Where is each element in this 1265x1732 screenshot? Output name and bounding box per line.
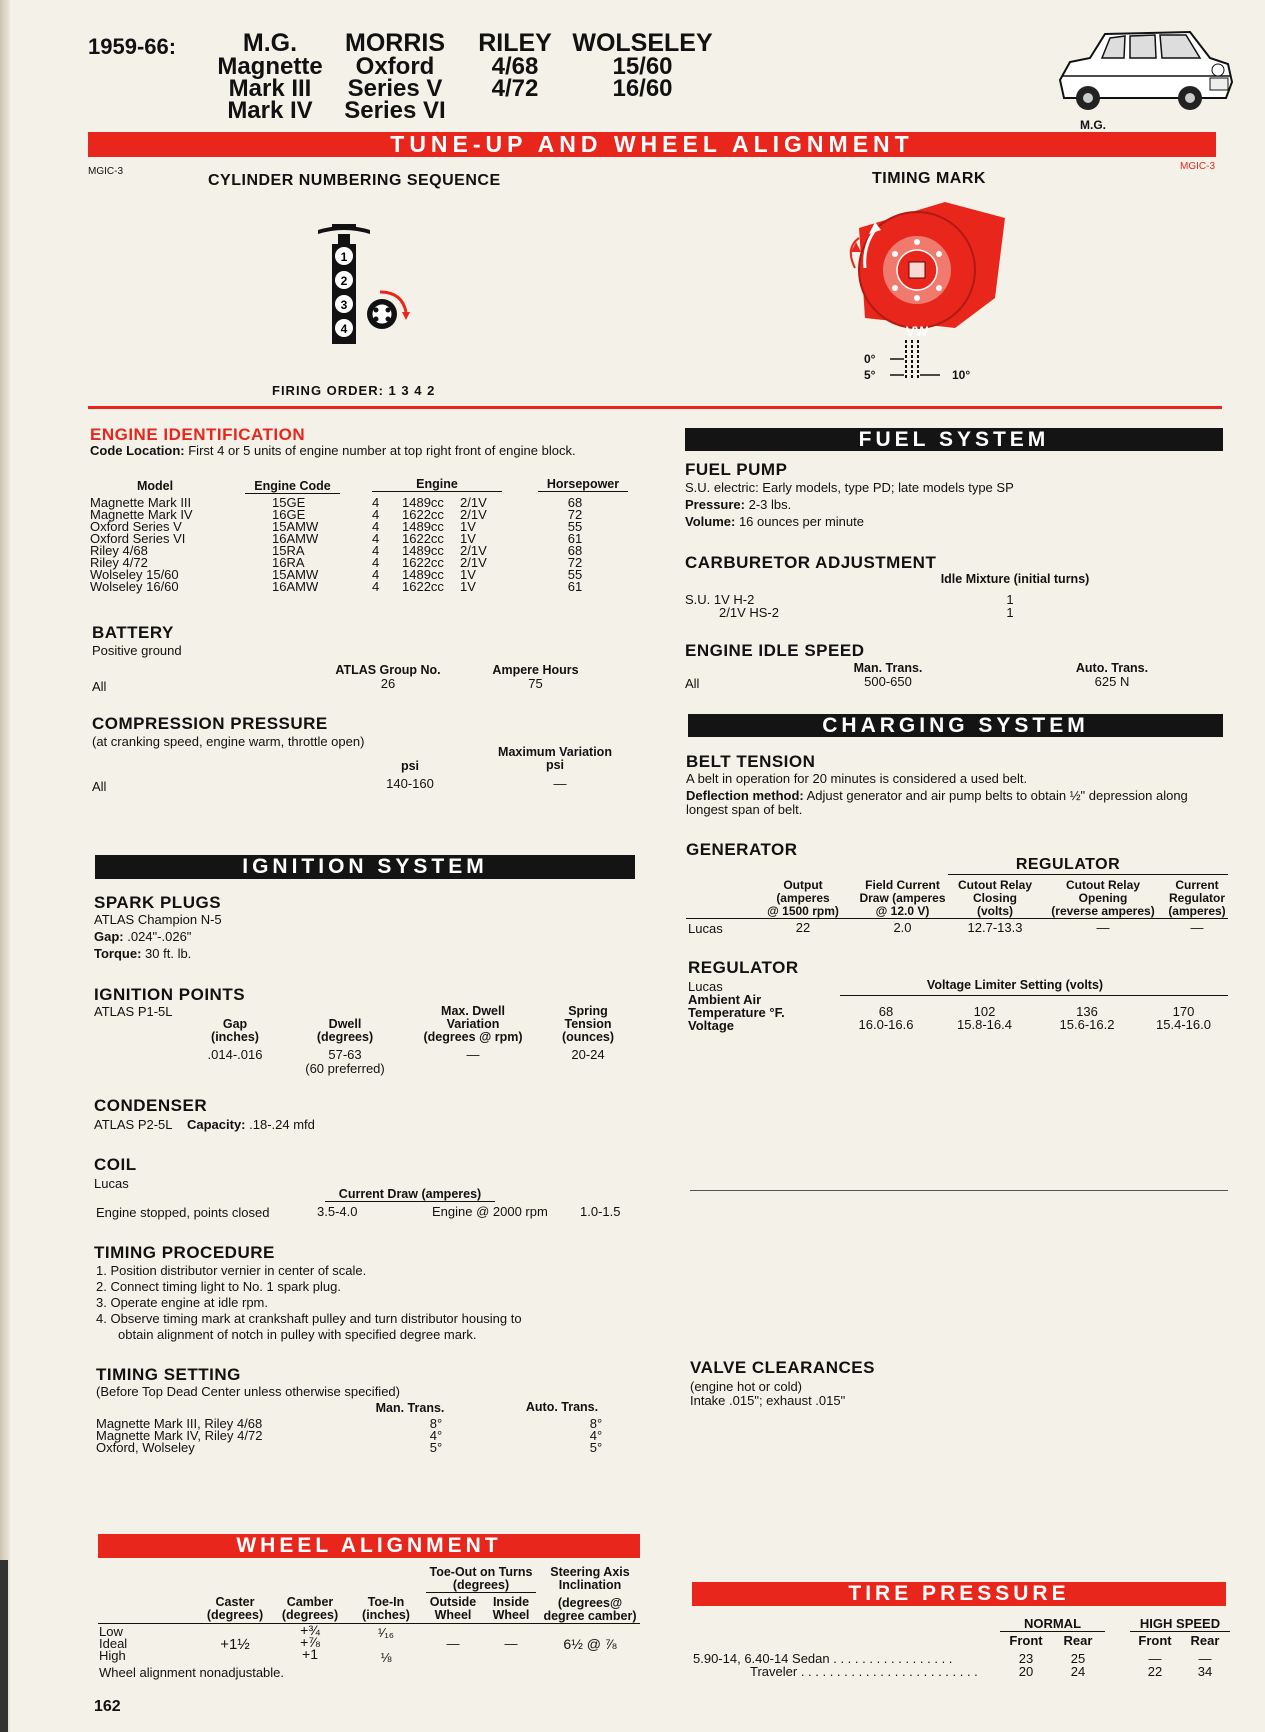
- engine-cell-hp: 55: [567, 567, 583, 582]
- tire-row-labels: 5.90-14, 6.40-14 Sedan . . . . . . . . . . . . . . . . . Traveler . . . . . . . . . . . . . . . . . . . . . . . . .: [693, 1651, 978, 1679]
- engine-cell-cyl: 4: [372, 495, 380, 510]
- tire-h-normal: NORMAL: [1000, 1617, 1105, 1632]
- gen-closing: 12.7-13.3: [967, 920, 1023, 935]
- engine-cell-hp: 68: [567, 495, 583, 510]
- timing-cell-auto: 8°: [589, 1416, 603, 1431]
- wheel-toein-low: ¹⁄₁₆: [377, 1625, 395, 1640]
- spark-torque: Torque: 30 ft. lb.: [94, 946, 192, 961]
- engine-cell-cyl: 4: [372, 519, 380, 534]
- page-number: 162: [94, 1698, 121, 1715]
- wheel-h-steer: Steering Axis Inclination (degrees@ degree camber): [543, 1565, 637, 1623]
- gen-current: —: [1190, 920, 1204, 935]
- wheel-h-outside: Outside Wheel: [429, 1595, 477, 1622]
- gen-h-opening: Cutout Relay Opening (reverse amperes): [1051, 878, 1155, 918]
- idle-row: All: [685, 676, 700, 691]
- engine-cell-carb: 1V: [460, 567, 476, 582]
- battery-amp: 75: [528, 676, 543, 691]
- vl-values: 68 102 136 170 16.0-16.6 15.8-16.4 15.6-16.2 15.4-16.0: [858, 1004, 1211, 1032]
- fuel-pump-title: FUEL PUMP: [685, 460, 788, 479]
- engine-cell-carb: 2/1V: [460, 555, 487, 570]
- carb-h: Idle Mixture (initial turns): [940, 572, 1090, 586]
- timing-cell-man: 5°: [429, 1440, 443, 1455]
- engine-cell-model: Magnette Mark III: [90, 495, 192, 510]
- timing-set-table: [96, 1418, 676, 1454]
- wheel-row-labels: Low Ideal High: [99, 1624, 128, 1663]
- engine-cell-carb: 1V: [460, 531, 476, 546]
- idle-h-man: Man. Trans.: [853, 661, 923, 675]
- code-right: MGIC-3: [1180, 161, 1215, 172]
- engine-cell-hp: 55: [567, 519, 583, 534]
- timing-cell-man: 4°: [429, 1428, 443, 1443]
- compression-h-maxvar: Maximum Variation psi: [498, 745, 612, 772]
- gen-opening: —: [1096, 920, 1110, 935]
- engine-cell-cyl: 4: [372, 555, 380, 570]
- engine-cell-cc: 1489cc: [402, 543, 444, 558]
- gen-field: 2.0: [893, 920, 912, 935]
- timing-marks-lines-icon: [880, 340, 950, 380]
- points-title: IGNITION POINTS: [94, 985, 246, 1004]
- engine-cell-carb: 2/1V: [460, 507, 487, 522]
- engine-cell-code: 16GE: [272, 507, 306, 522]
- engine-code-location: Code Location: First 4 or 5 units of engine number at top right front of engine block.: [90, 443, 576, 458]
- compression-row-label: All: [92, 779, 107, 794]
- points-h-maxdwell: Max. Dwell Variation (degrees @ rpm): [423, 1004, 523, 1044]
- engine-cell-model: Oxford Series V: [90, 519, 182, 534]
- make-morris: MORRIS Oxford Series V Series VI: [344, 29, 446, 124]
- engine-cell-code: 15AMW: [272, 519, 319, 534]
- tire-bar: TIRE PRESSURE: [692, 1582, 1226, 1606]
- wheel-toein-high: ⅛: [380, 1650, 392, 1665]
- timing-cell-model: Oxford, Wolseley: [96, 1440, 195, 1455]
- gen-h-field: Field Current Draw (amperes @ 12.0 V): [859, 878, 946, 918]
- timing-label-10: 10°: [952, 368, 971, 382]
- timing-label-5: 5°: [864, 368, 876, 382]
- engine-cell-hp: 61: [567, 579, 583, 594]
- engine-cell-cc: 1622cc: [402, 555, 444, 570]
- engine-cell-code: 16AMW: [272, 531, 319, 546]
- belt-deflection: Deflection method: Adjust generator and air pump belts to obtain ½" depression along longest span of belt.: [686, 788, 1188, 817]
- gen-divider: [686, 918, 1228, 919]
- compression-title: COMPRESSION PRESSURE: [92, 714, 328, 733]
- gen-h-output: Output (amperes @ 1500 rpm): [767, 878, 839, 918]
- spark-gap: Gap: .024"-.026": [94, 929, 192, 944]
- fuel-volume: Volume: 16 ounces per minute: [685, 514, 864, 529]
- timing-cell-auto: 5°: [589, 1440, 603, 1455]
- ignition-bar: IGNITION SYSTEM: [95, 855, 635, 879]
- points-spring: 20-24: [571, 1047, 605, 1062]
- cylinder-title: CYLINDER NUMBERING SEQUENCE: [208, 172, 501, 189]
- engine-cell-model: Wolseley 15/60: [90, 567, 179, 582]
- cyl-3: 3: [340, 298, 348, 312]
- points-gap: .014-.016: [207, 1047, 263, 1062]
- timing-proc-title: TIMING PROCEDURE: [94, 1243, 275, 1262]
- divider-red: [88, 406, 1222, 409]
- make-mg: M.G. Magnette Mark III Mark IV: [217, 29, 323, 124]
- battery-title: BATTERY: [92, 623, 174, 642]
- coil-2000: Engine @ 2000 rpm: [432, 1204, 548, 1219]
- points-h-spring: Spring Tension (ounces): [561, 1004, 615, 1044]
- eng-h-engine: Engine: [372, 478, 502, 492]
- table-row: [90, 545, 620, 557]
- engine-cell-cc: 1622cc: [402, 507, 444, 522]
- engine-cell-cyl: 4: [372, 507, 380, 522]
- engine-cell-carb: 1V: [460, 519, 476, 534]
- idle-title: ENGINE IDLE SPEED: [685, 641, 865, 660]
- compression-psi: 140-160: [386, 776, 434, 791]
- gen-row: Lucas: [688, 921, 723, 936]
- timing-set-title: TIMING SETTING: [96, 1365, 241, 1384]
- tire-h-nfront: Front: [1009, 1633, 1043, 1648]
- cyl-1: 1: [340, 250, 348, 264]
- engine-cell-code: 16AMW: [272, 579, 319, 594]
- wheel-note: Wheel alignment nonadjustable.: [99, 1665, 285, 1680]
- engine-cell-cyl: 4: [372, 531, 380, 546]
- condenser-line: ATLAS P2-5L Capacity: .18-.24 mfd: [94, 1117, 315, 1132]
- eng-h-hp: Horsepower: [538, 478, 628, 492]
- coil-stopped-val: 3.5-4.0: [317, 1204, 358, 1219]
- engine-cell-cyl: 4: [372, 543, 380, 558]
- timing-cell-man: 8°: [429, 1416, 443, 1431]
- generator-title: GENERATOR: [686, 840, 798, 859]
- engine-cell-model: Magnette Mark IV: [90, 507, 193, 522]
- engine-cell-cc: 1489cc: [402, 567, 444, 582]
- engine-cell-model: Riley 4/68: [90, 543, 148, 558]
- wheel-camber: +¾ +⅞ +1: [300, 1622, 320, 1662]
- timing-cell-auto: 4°: [589, 1428, 603, 1443]
- engine-cell-cc: 1622cc: [402, 531, 444, 546]
- tire-h-nrear: Rear: [1063, 1633, 1093, 1648]
- tire-h-hrear: Rear: [1190, 1633, 1220, 1648]
- valve-note: (engine hot or cold): [690, 1379, 803, 1394]
- timing-pulley-icon: [845, 198, 1015, 348]
- engine-cell-cc: 1489cc: [402, 495, 444, 510]
- firing-order: FIRING ORDER: 1 3 4 2: [272, 383, 436, 398]
- eng-h-code: Engine Code: [245, 480, 340, 494]
- blank-divider: [690, 1190, 1228, 1191]
- cyl-4: 4: [340, 322, 348, 336]
- regulator-title: REGULATOR: [688, 958, 799, 977]
- engine-cell-carb: 2/1V: [460, 543, 487, 558]
- coil-2000-val: 1.0-1.5: [580, 1204, 621, 1219]
- spark-plug: ATLAS Champion N-5: [94, 912, 222, 927]
- regulator-h-line: [948, 874, 1228, 875]
- svg-text:VW: VW: [905, 323, 929, 339]
- engine-cell-model: Riley 4/72: [90, 555, 148, 570]
- engine-cell-hp: 72: [567, 555, 583, 570]
- valve-title: VALVE CLEARANCES: [690, 1358, 875, 1377]
- make-wolseley: WOLSELEY 15/60 16/60: [572, 29, 713, 102]
- points-maxdwell: —: [466, 1047, 480, 1062]
- compression-maxvar: —: [553, 776, 567, 791]
- timing-mark-title: TIMING MARK: [872, 170, 986, 187]
- page-edge-shadow: [0, 0, 10, 1732]
- carb-rows: S.U. 1V H-2 2/1V HS-2: [685, 592, 779, 620]
- battery-note: Positive ground: [92, 643, 182, 658]
- vl-h: Voltage Limiter Setting (volts): [926, 978, 1104, 992]
- coil-make: Lucas: [94, 1176, 129, 1191]
- coil-h-draw: Current Draw (amperes): [325, 1188, 495, 1202]
- engine-cell-hp: 72: [567, 507, 583, 522]
- wheel-outside: —: [446, 1636, 460, 1651]
- wheel-caster: +1½: [220, 1636, 250, 1653]
- fuel-bar: FUEL SYSTEM: [685, 428, 1223, 451]
- make-riley: RILEY 4/68 4/72: [478, 29, 552, 102]
- timing-cell-model: Magnette Mark IV, Riley 4/72: [96, 1428, 263, 1443]
- idle-man: 500-650: [864, 674, 912, 689]
- engine-cell-hp: 61: [567, 531, 583, 546]
- coil-stopped: Engine stopped, points closed: [96, 1205, 270, 1220]
- engine-cell-code: 15AMW: [272, 567, 319, 582]
- spark-title: SPARK PLUGS: [94, 893, 222, 912]
- years-label: 1959-66:: [88, 34, 177, 59]
- wheel-steer: 6½ @ ⅞: [563, 1636, 617, 1652]
- carb-title: CARBURETOR ADJUSTMENT: [685, 553, 937, 572]
- engine-cell-model: Oxford Series VI: [90, 531, 186, 546]
- vl-h-line: [840, 995, 1228, 996]
- battery-row-label: All: [92, 679, 107, 694]
- condenser-title: CONDENSER: [94, 1096, 208, 1115]
- wheel-divider: [98, 1623, 640, 1624]
- regulator-h: REGULATOR: [1015, 856, 1121, 873]
- engine-id-title: ENGINE IDENTIFICATION: [90, 425, 306, 444]
- table-row: [90, 581, 620, 593]
- fuel-pressure: Pressure: 2-3 lbs.: [685, 497, 792, 512]
- tire-h-hfront: Front: [1138, 1633, 1172, 1648]
- points-dwell: 57-63 (60 preferred): [305, 1047, 385, 1076]
- eng-h-model: Model: [136, 479, 174, 493]
- wheel-h-inside: Inside Wheel: [492, 1595, 530, 1622]
- engine-table: [90, 497, 620, 593]
- idle-auto: 625 N: [1094, 674, 1130, 689]
- idle-h-auto: Auto. Trans.: [1075, 661, 1149, 675]
- timing-cell-model: Magnette Mark III, Riley 4/68: [96, 1416, 263, 1431]
- engine-cell-cyl: 4: [372, 567, 380, 582]
- timing-label-0: 0°: [864, 352, 876, 366]
- engine-cell-cc: 1622cc: [402, 579, 444, 594]
- code-left: MGIC-3: [88, 166, 123, 177]
- compression-note: (at cranking speed, engine warm, throttle open): [92, 734, 365, 749]
- belt-text: A belt in operation for 20 minutes is considered a used belt.: [686, 771, 1028, 786]
- fuel-pump-desc: S.U. electric: Early models, type PD; late models type SP: [685, 480, 1014, 495]
- gen-output: 22: [795, 920, 811, 935]
- battery-h-group: ATLAS Group No.: [335, 663, 441, 677]
- reg-labels: Lucas Ambient Air Temperature °F. Voltage: [688, 979, 785, 1033]
- table-row: [96, 1442, 676, 1454]
- engine-cell-model: Wolseley 16/60: [90, 579, 179, 594]
- engine-cell-carb: 2/1V: [460, 495, 487, 510]
- engine-cell-cc: 1489cc: [402, 519, 444, 534]
- engine-cell-carb: 1V: [460, 579, 476, 594]
- battery-group: 26: [380, 676, 396, 691]
- points-h-dwell: Dwell (degrees): [316, 1017, 374, 1044]
- wheel-h-toein: Toe-In (inches): [362, 1595, 410, 1622]
- engine-cell-code: 15RA: [272, 543, 305, 558]
- wheel-bar: WHEEL ALIGNMENT: [98, 1534, 640, 1558]
- points-part: ATLAS P1-5L: [94, 1004, 173, 1019]
- binder-strip: [0, 1560, 8, 1732]
- engine-cell-code: 16RA: [272, 555, 305, 570]
- belt-title: BELT TENSION: [686, 752, 816, 771]
- tire-h-high: HIGH SPEED: [1130, 1617, 1230, 1632]
- wheel-h-camber: Camber (degrees): [281, 1595, 339, 1622]
- title-bar: TUNE-UP AND WHEEL ALIGNMENT: [88, 132, 1216, 157]
- gen-h-current: Current Regulator (amperes): [1168, 878, 1226, 918]
- cyl-2: 2: [340, 274, 348, 288]
- timing-h-auto: Auto. Trans.: [525, 1400, 599, 1414]
- gen-h-closing: Cutout Relay Closing (volts): [957, 878, 1032, 918]
- wheel-h-toeout: Toe-Out on Turns (degrees): [426, 1566, 536, 1593]
- timing-proc-list: 1. Position distributor vernier in center of scale. 2. Connect timing light to No. 1 spark plug. 3. Operate engine at idle rpm. 4. Observe timing mark at crankshaft pulley and turn distributor housing to obtain alignment of notch in pulley with specified degree mark.: [96, 1263, 522, 1342]
- timing-h-man: Man. Trans.: [375, 1401, 445, 1415]
- engine-cell-hp: 68: [567, 543, 583, 558]
- wheel-inside: —: [504, 1636, 518, 1651]
- charging-bar: CHARGING SYSTEM: [688, 714, 1223, 737]
- engine-cell-code: 15GE: [272, 495, 306, 510]
- battery-h-amp: Ampere Hours: [492, 663, 579, 677]
- compression-h-psi: psi: [400, 759, 420, 773]
- valve-text: Intake .015"; exhaust .015": [690, 1393, 846, 1408]
- timing-set-note: (Before Top Dead Center unless otherwise specified): [96, 1384, 400, 1399]
- engine-cell-cyl: 4: [372, 579, 380, 594]
- points-h-gap: Gap (inches): [211, 1017, 259, 1044]
- table-row: [90, 533, 620, 545]
- tire-values: 23 25 — — 20 24 22 34: [1018, 1651, 1213, 1679]
- car-caption: M.G.: [1080, 118, 1106, 132]
- coil-title: COIL: [94, 1155, 137, 1174]
- cylinder-diagram-icon: [310, 220, 420, 350]
- car-illustration-icon: [1050, 20, 1240, 120]
- carb-values: 1 1: [1006, 592, 1014, 620]
- wheel-h-caster: Caster (degrees): [206, 1595, 264, 1622]
